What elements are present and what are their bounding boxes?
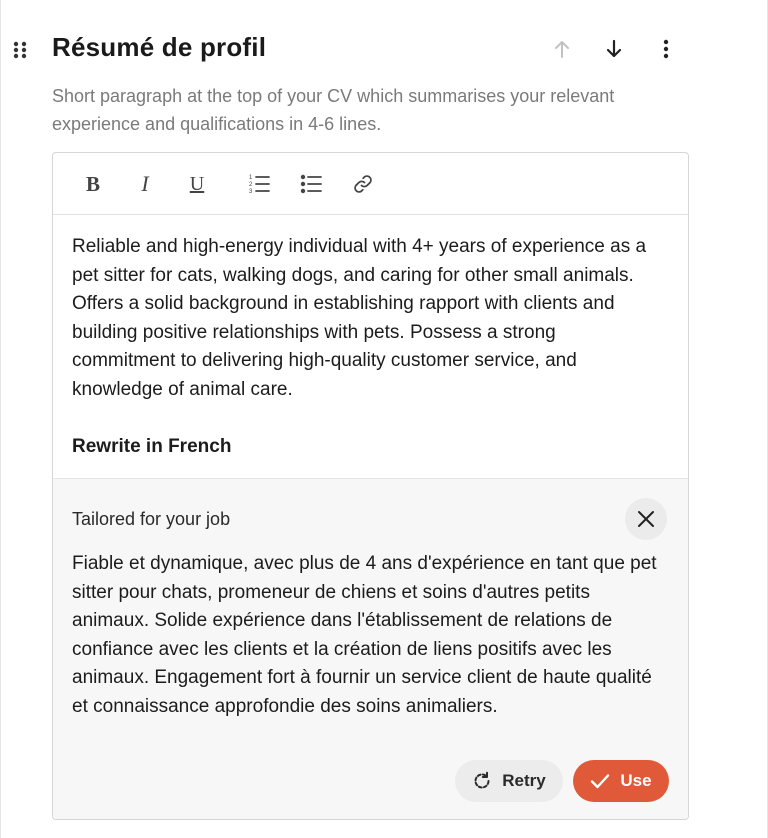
retry-label: Retry (502, 771, 546, 790)
editor-toolbar (53, 153, 688, 215)
move-down-button[interactable] (601, 36, 627, 62)
ai-suggestion-label: Tailored for your job (72, 509, 231, 529)
svg-text:2: 2 (249, 182, 253, 188)
use-button[interactable] (573, 760, 669, 802)
retry-button[interactable] (455, 760, 563, 802)
bold-button[interactable] (79, 170, 107, 198)
summary-text: Reliable and high-energy individual with 4+ years of experience as a pet sitter for cats, walking dogs, and caring for other small animals. Offers a solid background in establishing rapport with clients and building positive relationships with pets. Possess a strong commitment to delivering high-quality customer service, and knowledge of animal care. (72, 236, 647, 400)
bullet-list-icon (300, 173, 322, 195)
link-icon (352, 173, 374, 195)
rewrite-command: Rewrite in French (72, 436, 232, 458)
ai-suggestion-text: Fiable et dynamique, avec plus de 4 ans d'expérience en tant que pet sitter pour chats, promeneur de chiens et soins d'autres petits animaux. Solide expérience dans l'établissement de relations de confiance avec les clients et la création de liens positifs avec les animaux. Engagement fort à fournir un service client de haute qualité et connaissance approfondie des soins animaliers. (72, 553, 657, 717)
insert-link-button[interactable] (349, 170, 377, 198)
bold-icon: B (85, 171, 100, 196)
arrow-down-icon (605, 39, 623, 59)
ordered-list-icon (248, 173, 270, 195)
italic-icon: I (141, 171, 149, 196)
rich-text-editor (52, 152, 689, 820)
ordered-list-button[interactable] (245, 170, 273, 198)
use-label: Use (620, 771, 652, 790)
check-icon (590, 773, 610, 789)
move-up-button[interactable] (549, 36, 575, 62)
section-description: Short paragraph at the top of your CV which summarises your relevant experience and qualifications in 4-6 lines. (52, 86, 615, 134)
underline-icon: U (189, 172, 205, 195)
svg-text:3: 3 (249, 189, 253, 195)
bullet-list-button[interactable] (297, 170, 325, 198)
drag-handle-icon[interactable] (13, 41, 27, 59)
close-icon (637, 510, 655, 528)
more-vertical-icon (663, 39, 669, 59)
more-options-button[interactable] (653, 36, 679, 62)
retry-icon (472, 771, 492, 791)
arrow-up-icon (553, 39, 571, 59)
close-suggestion-button[interactable] (625, 498, 667, 540)
underline-button[interactable] (183, 170, 211, 198)
section-header (1, 28, 768, 72)
italic-button[interactable] (131, 170, 159, 198)
editor-content[interactable] (72, 233, 662, 462)
ai-suggestion-panel (53, 478, 688, 820)
svg-text:1: 1 (249, 175, 253, 181)
section-title: Résumé de profil (52, 32, 267, 62)
